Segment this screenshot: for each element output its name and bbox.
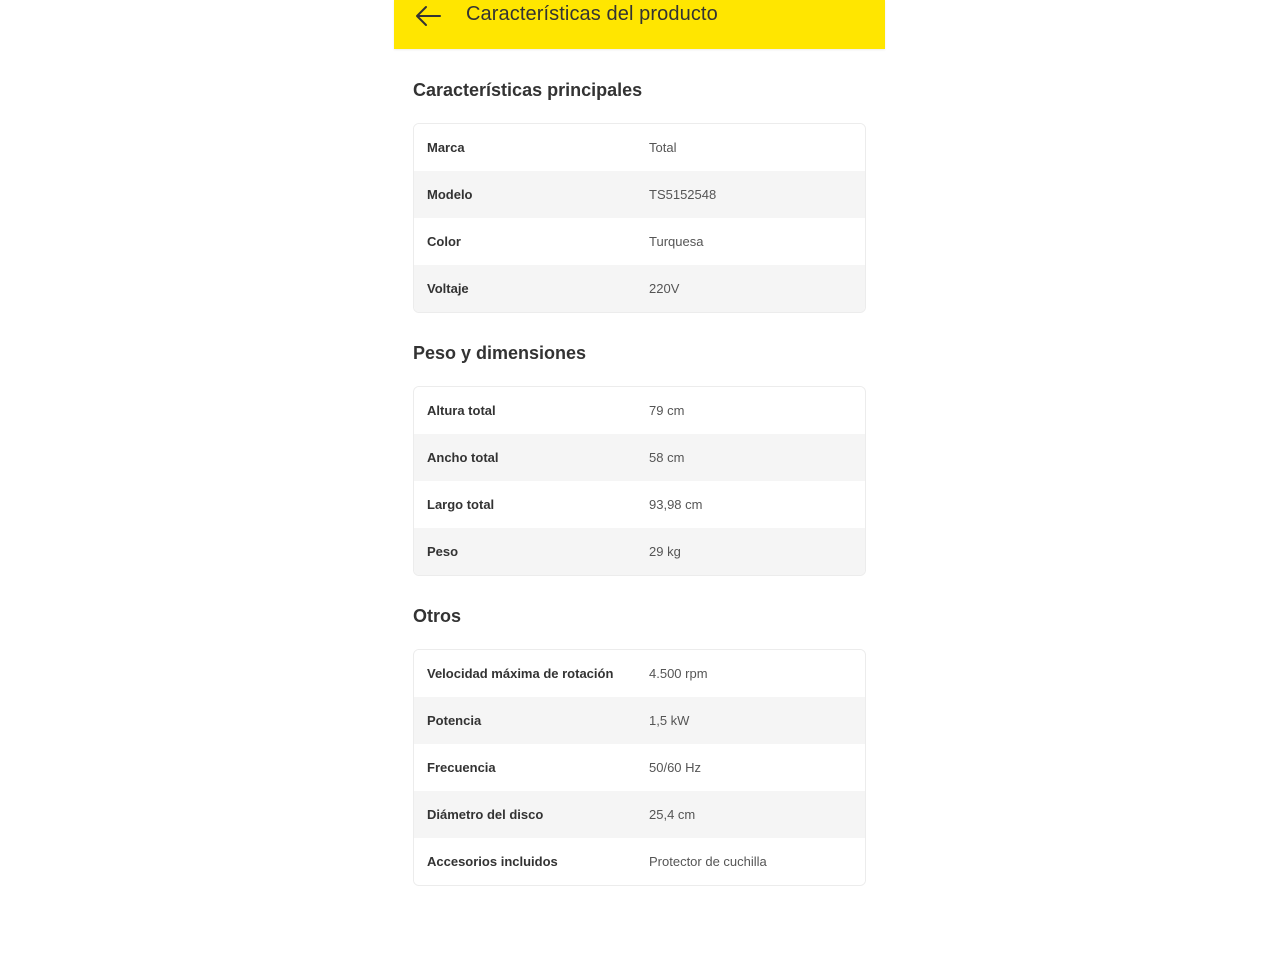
spec-row <box>414 481 865 528</box>
spec-value: 58 cm <box>649 450 685 465</box>
spec-value: 25,4 cm <box>649 807 696 822</box>
spec-row <box>414 744 865 791</box>
spec-label: Largo total <box>427 497 495 512</box>
spec-row <box>414 791 865 838</box>
spec-table-main <box>413 123 866 313</box>
spec-value: 79 cm <box>649 403 685 418</box>
spec-label: Color <box>427 234 461 249</box>
spec-row <box>414 528 865 575</box>
top-app-bar <box>394 0 885 49</box>
spec-row <box>414 218 865 265</box>
spec-row <box>414 650 865 697</box>
spec-label: Ancho total <box>427 450 499 465</box>
section-title-main: Características principales <box>413 80 643 100</box>
spec-value: 50/60 Hz <box>649 760 702 775</box>
spec-label: Modelo <box>427 187 473 202</box>
spec-table-others <box>413 649 866 886</box>
spec-table-dimensions <box>413 386 866 576</box>
spec-label: Voltaje <box>427 281 469 296</box>
spec-label: Peso <box>427 544 459 559</box>
spec-row <box>414 387 865 434</box>
spec-row <box>414 434 865 481</box>
spec-label: Accesorios incluidos <box>427 854 558 869</box>
spec-row <box>414 838 865 885</box>
spec-label: Diámetro del disco <box>427 807 544 822</box>
page-title: Características del producto <box>466 3 718 25</box>
spec-value: Total <box>649 140 677 155</box>
back-button[interactable] <box>408 0 448 32</box>
spec-row <box>414 265 865 312</box>
spec-value: 93,98 cm <box>649 497 703 512</box>
specs-content <box>413 49 866 886</box>
spec-value: Turquesa <box>649 234 704 249</box>
spec-value: 220V <box>649 281 680 296</box>
spec-row <box>414 124 865 171</box>
product-specs-screen <box>394 0 885 960</box>
spec-label: Marca <box>427 140 465 155</box>
spec-row <box>414 697 865 744</box>
spec-value: 4.500 rpm <box>649 666 708 681</box>
spec-label: Frecuencia <box>427 760 496 775</box>
spec-label: Potencia <box>427 713 482 728</box>
arrow-left-icon <box>414 5 442 27</box>
spec-label: Velocidad máxima de rotación <box>427 666 614 681</box>
spec-value: TS5152548 <box>649 187 717 202</box>
section-title-dimensions: Peso y dimensiones <box>413 343 587 363</box>
spec-value: 29 kg <box>649 544 681 559</box>
spec-label: Altura total <box>427 403 496 418</box>
spec-value: Protector de cuchilla <box>649 854 767 869</box>
spec-row <box>414 171 865 218</box>
spec-value: 1,5 kW <box>649 713 690 728</box>
section-title-others: Otros <box>413 606 462 626</box>
